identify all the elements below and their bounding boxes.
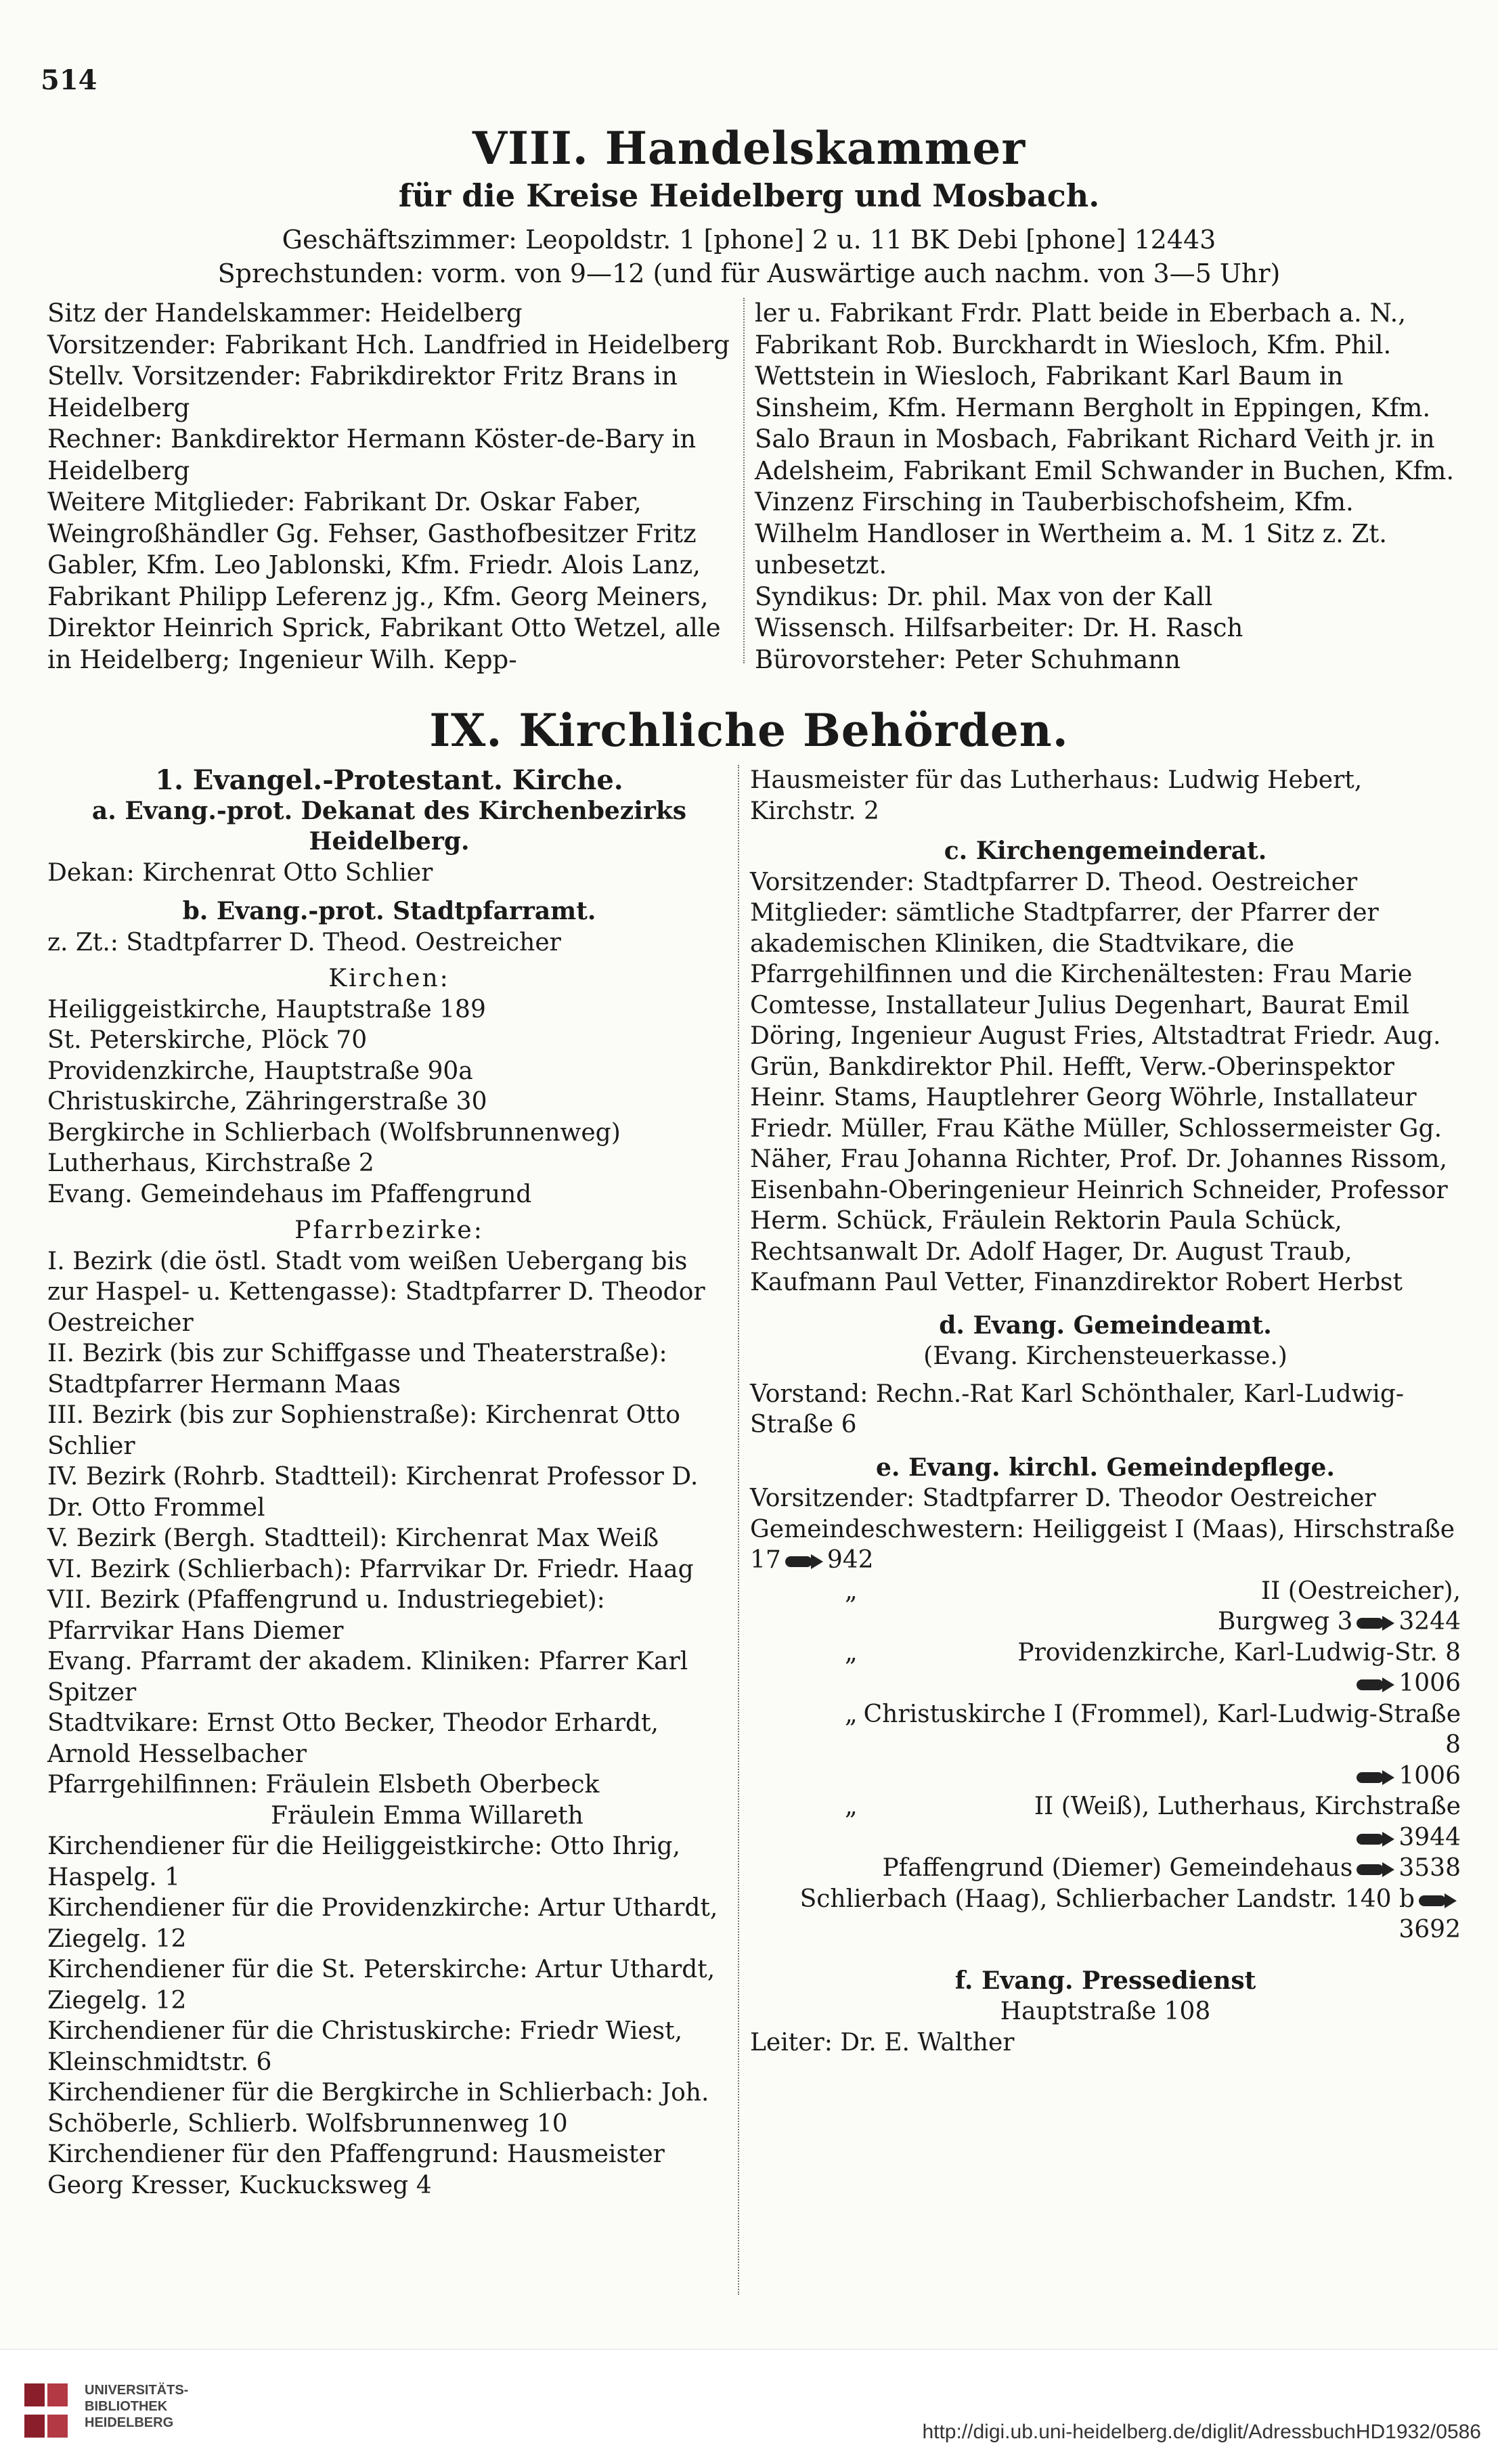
f-address: Hauptstraße 108	[1000, 1998, 1211, 2025]
kirche-item: Evang. Gemeindehaus im Pfaffengrund	[47, 1180, 532, 1208]
hk-stellv: Stellv. Vorsitzender: Fabrikdirektor Fritz Brans in Heidelberg	[47, 361, 678, 422]
hk-sitz: Sitz der Handelskammer: Heidelberg	[47, 299, 523, 328]
e-line	[750, 1576, 1461, 1607]
hk-rechner: Rechner: Bankdirektor Hermann Köster-de-Bary in Heidelberg	[47, 424, 697, 485]
kirchendiener: Kirchendiener für die Christuskirche: Friedr Wiest, Kleinschmidtstr. 6	[47, 2017, 683, 2076]
e-tel: 1006	[1398, 1761, 1461, 1790]
e-vorsitzender: Vorsitzender: Stadtpfarrer D. Theodor Oestreicher	[750, 1484, 1376, 1512]
logo-line: UNIVERSITÄTS-	[85, 2383, 189, 2398]
telephone-icon	[1357, 1770, 1394, 1785]
e-line	[750, 1699, 1461, 1761]
dekan: Dekan: Kirchenrat Otto Schlier	[47, 858, 433, 887]
sub-f: f. Evang. Pressedienst	[954, 1966, 1256, 1995]
e-line-text: II (Oestreicher),	[1260, 1577, 1461, 1605]
kirche-right-column	[750, 765, 1461, 2058]
telephone-icon	[1357, 1677, 1394, 1692]
column-divider	[738, 765, 739, 2295]
hk-right-column	[755, 298, 1459, 676]
f-leiter: Leiter: Dr. E. Walther	[750, 2028, 1015, 2056]
d-vorstand: Vorstand: Rechn.-Rat Karl Schönthaler, Karl-Ludwig-Straße 6	[750, 1380, 1405, 1438]
e-line-text: Pfaffengrund (Diemer) Gemeindehaus	[882, 1854, 1353, 1882]
university-library-logo-icon	[20, 2377, 73, 2444]
kirchendiener: Kirchendiener für die St. Peterskirche: Artur Uthardt, Ziegelg. 12	[47, 1956, 715, 2015]
e-tel: 1006	[1398, 1669, 1461, 1697]
c-vorsitzender: Vorsitzender: Stadtpfarrer D. Theod. Oestreicher	[750, 868, 1358, 896]
e-line	[750, 1606, 1461, 1637]
e-line-text: Christuskirche I (Frommel), Karl-Ludwig-Straße 8	[863, 1700, 1461, 1759]
kirche-item: Providenzkirche, Hauptstraße 90a	[47, 1057, 473, 1085]
section-evangel: 1. Evangel.-Protestant. Kirche.	[155, 764, 623, 796]
logo-line: BIBLIOTHEK	[85, 2399, 168, 2414]
hk-syndikus: Syndikus: Dr. phil. Max von der Kall	[755, 581, 1213, 611]
hours-line: Sprechstunden: vorm. von 9—12 (und für Auswärtige auch nachm. von 3—5 Uhr)	[217, 259, 1281, 288]
sub-e: e. Evang. kirchl. Gemeindepflege.	[876, 1453, 1335, 1482]
bezirk-item: III. Bezirk (bis zur Sophienstraße): Kirchenrat Otto Schlier	[47, 1401, 680, 1460]
e-line	[750, 1637, 1461, 1669]
kirchendiener: Kirchendiener für den Pfaffengrund: Hausmeister Georg Kresser, Kuckucksweg 4	[47, 2140, 665, 2199]
hk-hilfsarbeiter: Wissensch. Hilfsarbeiter: Dr. H. Rasch	[755, 613, 1243, 642]
pfarrgehilfinnen: Pfarrgehilfinnen: Fräulein Elsbeth Oberbeck	[47, 1771, 600, 1799]
bezirk-item: II. Bezirk (bis zur Schiffgasse und Theaterstraße): Stadtpfarrer Hermann Maas	[47, 1340, 667, 1399]
hausmeister: Hausmeister für das Lutherhaus: Ludwig Hebert, Kirchstr. 2	[750, 766, 1363, 825]
zzt: z. Zt.: Stadtpfarrer D. Theod. Oestreicher	[47, 928, 561, 956]
page-number: 514	[41, 64, 97, 96]
bezirk-item: VII. Bezirk (Pfaffengrund u. Industriegebiet): Pfarrvikar Hans Diemer	[47, 1586, 605, 1645]
e-line	[750, 1761, 1461, 1792]
heading-kirchliche-behoerden: IX. Kirchliche Behörden.	[429, 704, 1069, 757]
sub-d2: (Evang. Kirchensteuerkasse.)	[923, 1342, 1287, 1370]
ditto-mark: „	[845, 1792, 858, 1820]
ditto-mark: „	[845, 1638, 858, 1667]
hk-mitglieder-cont: ler u. Fabrikant Frdr. Platt beide in Eberbach a. N., Fabrikant Rob. Burckhardt in Wiesloch, Kfm. Phil. Wettstein in Wiesloch, Fabrikant Karl Baum in Sinsheim, Kfm. Hermann Bergholt in Eppingen, Kfm. Salo Braun in Mosbach, Fabrikant Richard Veith jr. in Adelsheim, Fabrikant Emil Schwander in Buchen, Kfm. Vinzenz Firsching in Tauberbischofsheim, Kfm. Wilhelm Handloser in Wertheim a. M. 1 Sitz z. Zt. unbesetzt.	[755, 299, 1455, 579]
e-line	[750, 1884, 1461, 1945]
stadtvikare: Stadtvikare: Ernst Otto Becker, Theodor Erhardt, Arnold Hesselbacher	[47, 1709, 659, 1768]
kirchendiener: Kirchendiener für die Bergkirche in Schlierbach: Joh. Schöberle, Schlierb. Wolfsbrunnenweg 10	[47, 2079, 709, 2138]
source-url-link[interactable]: http://digi.ub.uni-heidelberg.de/diglit/AdressbuchHD1932/0586	[922, 2421, 1481, 2443]
logo-text	[85, 2382, 188, 2431]
logo-line: HEIDELBERG	[85, 2415, 174, 2430]
sub-c: c. Kirchengemeinderat.	[944, 837, 1267, 865]
e-gemeindeschwestern	[750, 1514, 1461, 1576]
kirche-item: Lutherhaus, Kirchstraße 2	[47, 1149, 374, 1177]
sub-d: d. Evang. Gemeindeamt.	[939, 1311, 1272, 1340]
bezirk-item: IV. Bezirk (Rohrb. Stadtteil): Kirchenrat Professor D. Dr. Otto Frommel	[47, 1463, 699, 1522]
column-divider	[743, 298, 745, 663]
hk-vorsitzender: Vorsitzender: Fabrikant Hch. Landfried in Heidelberg	[47, 330, 730, 359]
kirche-item: Christuskirche, Zähringerstraße 30	[47, 1088, 487, 1116]
bezirk-item: VI. Bezirk (Schlierbach): Pfarrvikar Dr. Friedr. Haag	[47, 1555, 694, 1583]
kirchendiener: Kirchendiener für die Providenzkirche: Artur Uthardt, Ziegelg. 12	[47, 1894, 718, 1953]
e-line-text: Providenzkirche, Karl-Ludwig-Str. 8	[1017, 1638, 1461, 1667]
kirchendiener: Kirchendiener für die Heiliggeistkirche: Otto Ihrig, Haspelg. 1	[47, 1832, 680, 1891]
hk-buerovorsteher: Bürovorsteher: Peter Schuhmann	[755, 644, 1181, 674]
pfarrbezirke-title: Pfarrbezirke:	[294, 1216, 484, 1244]
kirche-item: St. Peterskirche, Plöck 70	[47, 1026, 368, 1054]
e-gem-tel: 942	[827, 1546, 874, 1574]
ditto-mark: „	[845, 1577, 858, 1605]
hk-left-column	[47, 298, 731, 676]
telephone-icon	[1419, 1893, 1457, 1908]
telephone-icon	[785, 1554, 823, 1569]
sub-b: b. Evang.-prot. Stadtpfarramt.	[182, 897, 596, 925]
e-line-text: II (Weiß), Lutherhaus, Kirchstraße	[1034, 1792, 1461, 1820]
office-line: Geschäftszimmer: Leopoldstr. 1 [phone] 2 u. 11 BK Debi [phone] 12443	[282, 225, 1216, 255]
e-tel: 3538	[1398, 1854, 1461, 1882]
bezirk-item: I. Bezirk (die östl. Stadt vom weißen Uebergang bis zur Haspel- u. Kettengasse): Stadtpfarrer D. Theodor Oestreicher	[47, 1247, 705, 1337]
e-tel: 3244	[1398, 1608, 1461, 1635]
footer-bar	[0, 2349, 1498, 2464]
bezirk-item: V. Bezirk (Bergh. Stadtteil): Kirchenrat Max Weiß	[47, 1524, 659, 1552]
e-line	[750, 1668, 1461, 1699]
e-line-text: Burgweg 3	[1217, 1608, 1353, 1635]
telephone-icon	[1357, 1832, 1394, 1847]
ditto-mark: „	[845, 1700, 858, 1728]
e-tel: 3944	[1398, 1823, 1461, 1851]
e-line	[750, 1853, 1461, 1884]
pfarramt-kliniken: Evang. Pfarramt der akadem. Kliniken: Pfarrer Karl Spitzer	[47, 1648, 688, 1707]
sub-a: a. Evang.-prot. Dekanat des Kirchenbezirks Heidelberg.	[91, 796, 687, 856]
pfarrgehilfin-2: Fräulein Emma Willareth	[271, 1801, 583, 1830]
kirche-item: Heiliggeistkirche, Hauptstraße 189	[47, 995, 486, 1024]
hk-mitglieder: Weitere Mitglieder: Fabrikant Dr. Oskar Faber, Weingroßhändler Gg. Fehser, Gasthofbesitzer Fritz Gabler, Kfm. Leo Jablonski, Kfm. Friedr. Alois Lanz, Fabrikant Philipp Leferenz jg., Kfm. Georg Meiners, Direktor Heinrich Sprick, Fabrikant Otto Wetzel, alle in Heidelberg; Ingenieur Wilh. Kepp-	[47, 487, 721, 674]
kirche-item: Bergkirche in Schlierbach (Wolfsbrunnenweg)	[47, 1118, 621, 1147]
kirchen-title: Kirchen:	[328, 965, 450, 992]
heading-handelskammer: VIII. Handelskammer	[472, 122, 1026, 175]
heading-handelskammer-sub: für die Kreise Heidelberg und Mosbach.	[398, 177, 1100, 214]
e-line-text: Schlierbach (Haag), Schlierbacher Landstr. 140 b	[799, 1885, 1415, 1913]
kirche-left-column	[47, 765, 731, 2201]
e-line	[750, 1822, 1461, 1853]
e-line	[750, 1791, 1461, 1822]
e-tel: 3692	[1398, 1916, 1461, 1943]
c-mitglieder: Mitglieder: sämtliche Stadtpfarrer, der Pfarrer der akademischen Kliniken, die Stadtvikare, die Pfarrgehilfinnen und die Kirchenältesten: Frau Marie Comtesse, Installateur Julius Degenhart, Baurat Emil Döring, Ingenieur August Fries, Altstadtrat Friedr. Aug. Grün, Bankdirektor Phil. Hefft, Verw.-Oberinspektor Heinr. Stams, Hauptlehrer Georg Wöhrle, Installateur Friedr. Müller, Frau Käthe Müller, Schlossermeister Gg. Näher, Frau Johanna Richter, Prof. Dr. Johannes Rissom, Eisenbahn-Oberingenieur Heinrich Schneider, Professor Herm. Schück, Fräulein Rektorin Paula Schück, Rechtsanwalt Dr. Adolf Hager, Dr. August Traub, Kaufmann Paul Vetter, Finanzdirektor Robert Herbst	[750, 899, 1448, 1296]
telephone-icon	[1357, 1616, 1394, 1631]
e-gem-text: Gemeindeschwestern: Heiliggeist I (Maas), Hirschstraße 17	[750, 1515, 1455, 1574]
telephone-icon	[1357, 1862, 1394, 1877]
